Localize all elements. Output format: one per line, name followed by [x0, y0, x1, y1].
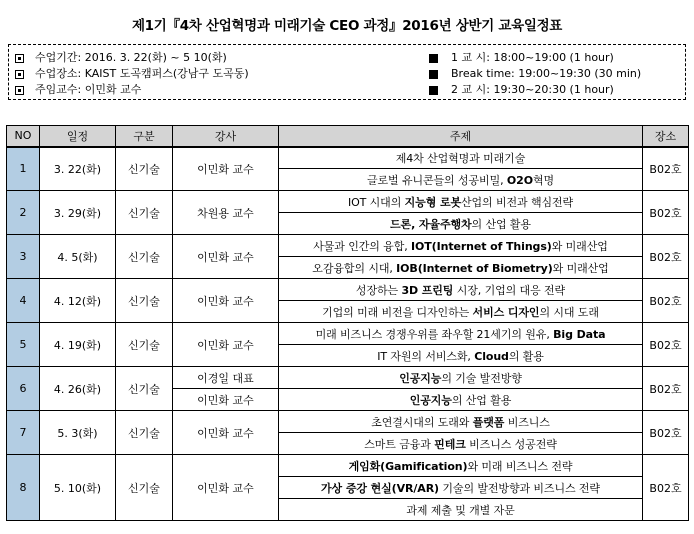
solid-square-bullet-icon	[429, 70, 438, 79]
session-category: 신기술	[116, 279, 173, 323]
session-date: 3. 22(화)	[40, 147, 116, 191]
info-period-text: 수업기간: 2016. 3. 22(화) ~ 5 10(화)	[35, 51, 227, 64]
session-number: 6	[7, 367, 40, 411]
topic-text: 미래 비즈니스 경쟁우위를 좌우할 21세기의 원유,	[315, 327, 554, 341]
topic-text: 비즈니스	[504, 415, 550, 429]
session-room: B02호	[643, 279, 689, 323]
table-row	[7, 323, 689, 345]
session-category: 신기술	[116, 367, 173, 411]
session-lecturer: 이민화 교수	[173, 389, 279, 411]
table-row	[7, 279, 689, 301]
info-period	[15, 50, 249, 66]
topic-text: 의 기술 발전방향	[441, 371, 522, 385]
topic-text: 글로벌 유니콘들의 성공비밀,	[366, 173, 507, 187]
topic-keyword: Cloud	[474, 349, 509, 363]
topic-text: 의 시대 도래	[539, 305, 599, 319]
topic-text: 와 미래 비즈니스 전략	[467, 459, 573, 473]
session-date: 5. 3(화)	[40, 411, 116, 455]
course-info-box	[8, 44, 686, 100]
topic-text: 초연결시대의 도래와	[371, 415, 473, 429]
topic-keyword: Big Data	[553, 327, 606, 341]
session-date: 4. 5(화)	[40, 235, 116, 279]
table-row	[7, 147, 689, 169]
topic-text: 오감융합의 시대,	[312, 261, 397, 275]
topic-text: 기술의 발전방향과 비즈니스 전략	[439, 481, 600, 495]
session-room: B02호	[643, 235, 689, 279]
topic-keyword: 드론, 자율주행차	[390, 217, 472, 231]
topic-keyword: IOT(Internet of Things)	[411, 239, 552, 253]
table-row	[7, 455, 689, 477]
session-category: 신기술	[116, 191, 173, 235]
solid-square-bullet-icon	[429, 54, 438, 63]
session-date: 4. 19(화)	[40, 323, 116, 367]
table-row	[7, 411, 689, 433]
topic-text: 비즈니스 성공전략	[465, 437, 557, 451]
session-number: 3	[7, 235, 40, 279]
session-lecturer: 이경일 대표	[173, 367, 279, 389]
session-number: 5	[7, 323, 40, 367]
course-info-left	[15, 50, 249, 98]
header-lecturer: 강사	[173, 126, 279, 147]
session-category: 신기술	[116, 235, 173, 279]
info-professor-text: 주임교수: 이민화 교수	[35, 83, 142, 96]
header-date: 일정	[40, 126, 116, 147]
session-lecturer: 이민화 교수	[173, 279, 279, 323]
info-period-1	[429, 50, 641, 66]
topic-keyword: O2O	[506, 173, 533, 187]
session-topic	[279, 147, 643, 169]
info-professor	[15, 82, 249, 98]
topic-keyword: 인공지능	[399, 371, 442, 385]
topic-keyword: 서비스 디자인	[472, 305, 540, 319]
session-number: 4	[7, 279, 40, 323]
topic-text: 사물과 인간의 융합,	[313, 239, 412, 253]
info-break	[429, 66, 641, 82]
topic-text: 혁명	[532, 173, 555, 187]
session-topic	[279, 499, 643, 521]
session-topic	[279, 411, 643, 433]
topic-text: 과제 제출 및 개별 자문	[406, 503, 515, 517]
topic-text: 와 미래산업	[552, 261, 609, 275]
square-bullet-icon	[15, 86, 24, 95]
session-lecturer: 이민화 교수	[173, 323, 279, 367]
topic-keyword: 플랫폼	[472, 415, 505, 429]
schedule-body	[7, 147, 689, 521]
info-location-text: 수업장소: KAIST 도곡캠퍼스(강남구 도곡동)	[35, 67, 249, 80]
topic-text: 의 산업 활용	[471, 217, 531, 231]
topic-text: 스마트 금융과	[364, 437, 435, 451]
topic-text: 기업의 미래 비전을 디자인하는	[322, 305, 473, 319]
topic-keyword: 3D 프린팅	[401, 283, 454, 297]
solid-square-bullet-icon	[429, 86, 438, 95]
session-topic	[279, 433, 643, 455]
topic-text: 와 미래산업	[551, 239, 608, 253]
session-room: B02호	[643, 367, 689, 411]
session-lecturer: 이민화 교수	[173, 455, 279, 521]
session-lecturer: 차원용 교수	[173, 191, 279, 235]
session-number: 8	[7, 455, 40, 521]
session-topic	[279, 367, 643, 389]
session-room: B02호	[643, 191, 689, 235]
session-topic	[279, 389, 643, 411]
topic-keyword: IOB(Internet of Biometry)	[396, 261, 553, 275]
table-row	[7, 235, 689, 257]
session-category: 신기술	[116, 147, 173, 191]
session-number: 1	[7, 147, 40, 191]
session-category: 신기술	[116, 323, 173, 367]
session-date: 4. 12(화)	[40, 279, 116, 323]
topic-text: 산업의 비전과 핵심전략	[461, 195, 574, 209]
session-topic	[279, 235, 643, 257]
session-room: B02호	[643, 455, 689, 521]
topic-keyword: 게임화(Gamification)	[348, 459, 468, 473]
header-no: NO	[7, 126, 40, 147]
session-topic	[279, 169, 643, 191]
session-room: B02호	[643, 147, 689, 191]
topic-text: 성장하는	[355, 283, 402, 297]
session-number: 2	[7, 191, 40, 235]
session-lecturer: 이민화 교수	[173, 235, 279, 279]
info-location	[15, 66, 249, 82]
info-period-1-text: 1 교 시: 18:00~19:00 (1 hour)	[451, 51, 614, 64]
session-topic	[279, 191, 643, 213]
topic-keyword: 핀테크	[434, 437, 466, 451]
table-header-row	[7, 126, 689, 147]
header-topic: 주제	[279, 126, 643, 147]
session-category: 신기술	[116, 455, 173, 521]
topic-text: 의 산업 활용	[451, 393, 512, 407]
info-period-2-text: 2 교 시: 19:30~20:30 (1 hour)	[451, 83, 614, 96]
info-period-2	[429, 82, 641, 98]
table-row	[7, 191, 689, 213]
session-room: B02호	[643, 323, 689, 367]
session-topic	[279, 279, 643, 301]
session-topic	[279, 323, 643, 345]
schedule-table	[6, 125, 689, 521]
session-topic	[279, 213, 643, 235]
topic-text: IOT 시대의	[347, 195, 405, 209]
topic-text: 제4차 산업혁명과 미래기술	[395, 151, 526, 165]
session-date: 4. 26(화)	[40, 367, 116, 411]
session-topic	[279, 455, 643, 477]
session-date: 5. 10(화)	[40, 455, 116, 521]
page-title: 제1기『4차 산업혁명과 미래기술 CEO 과정』2016년 상반기 교육일정표	[131, 18, 563, 34]
session-topic	[279, 477, 643, 499]
topic-text: 시장, 기업의 대응 전략	[453, 283, 566, 297]
course-info-right	[429, 50, 641, 98]
session-category: 신기술	[116, 411, 173, 455]
session-topic	[279, 345, 643, 367]
session-number: 7	[7, 411, 40, 455]
topic-keyword: 인공지능	[409, 393, 452, 407]
header-category: 구분	[116, 126, 173, 147]
topic-keyword: 가상 증강 현실(VR/AR)	[321, 481, 439, 495]
square-bullet-icon	[15, 70, 24, 79]
topic-text: IT 자원의 서비스화,	[377, 349, 475, 363]
square-bullet-icon	[15, 54, 24, 63]
header-room: 장소	[643, 126, 689, 147]
session-room: B02호	[643, 411, 689, 455]
table-row	[7, 367, 689, 389]
session-topic	[279, 301, 643, 323]
info-break-text: Break time: 19:00~19:30 (30 min)	[451, 67, 642, 80]
topic-text: 의 활용	[508, 349, 544, 363]
session-topic	[279, 257, 643, 279]
session-lecturer: 이민화 교수	[173, 147, 279, 191]
session-date: 3. 29(화)	[40, 191, 116, 235]
session-lecturer: 이민화 교수	[173, 411, 279, 455]
topic-keyword: 지능형 로봇	[404, 195, 461, 209]
